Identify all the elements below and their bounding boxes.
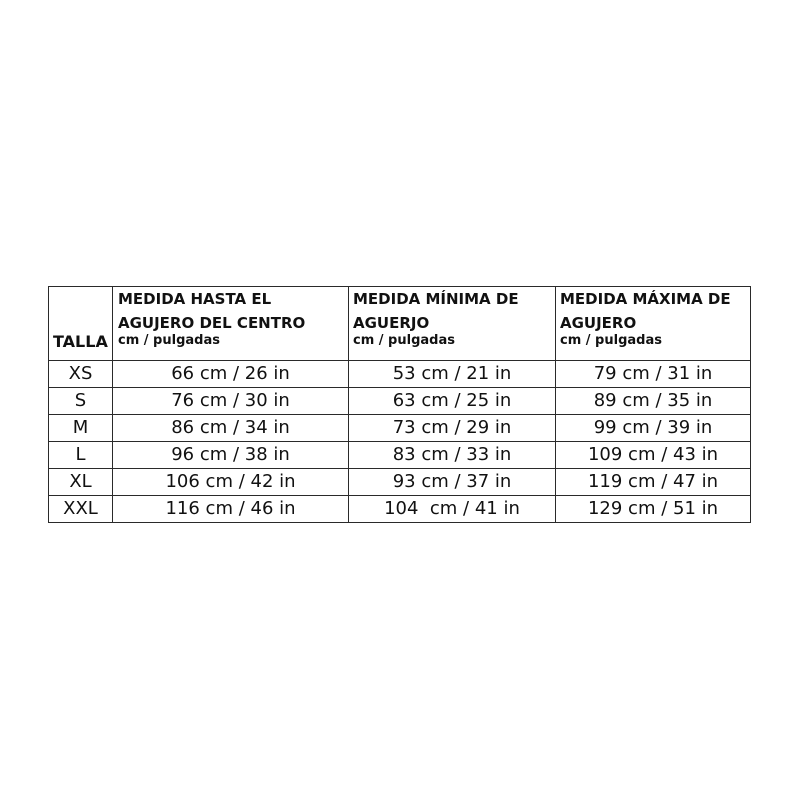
header-min-hole xyxy=(349,287,556,361)
center-hole-cell: 66 cm / 26 in xyxy=(113,361,349,388)
min-hole-cell: 83 cm / 33 in xyxy=(349,442,556,469)
size-cell: XS xyxy=(49,361,113,388)
max-hole-cell: 99 cm / 39 in xyxy=(556,415,751,442)
table-header xyxy=(49,287,751,361)
min-hole-cell: 73 cm / 29 in xyxy=(349,415,556,442)
size-cell: L xyxy=(49,442,113,469)
center-hole-cell: 96 cm / 38 in xyxy=(113,442,349,469)
header-center-hole-title: MEDIDA HASTA EL AGUJERO DEL CENTRO xyxy=(118,290,306,332)
size-cell: XL xyxy=(49,469,113,496)
max-hole-cell: 129 cm / 51 in xyxy=(556,496,751,523)
size-chart-table xyxy=(48,286,751,523)
header-max-hole-title: MEDIDA MÁXIMA DE AGUJERO xyxy=(560,290,731,332)
size-cell: XXL xyxy=(49,496,113,523)
header-min-hole-title: MEDIDA MÍNIMA DE AGUERJO xyxy=(353,290,519,332)
max-hole-cell: 79 cm / 31 in xyxy=(556,361,751,388)
table-row xyxy=(49,496,751,523)
table-body xyxy=(49,361,751,523)
min-hole-cell: 93 cm / 37 in xyxy=(349,469,556,496)
size-cell: S xyxy=(49,388,113,415)
min-hole-cell: 63 cm / 25 in xyxy=(349,388,556,415)
table-row xyxy=(49,361,751,388)
table-row xyxy=(49,415,751,442)
max-hole-cell: 109 cm / 43 in xyxy=(556,442,751,469)
center-hole-cell: 106 cm / 42 in xyxy=(113,469,349,496)
header-max-hole-unit: cm / pulgadas xyxy=(560,333,662,348)
size-cell: M xyxy=(49,415,113,442)
center-hole-cell: 76 cm / 30 in xyxy=(113,388,349,415)
header-row xyxy=(49,287,751,361)
min-hole-cell: 53 cm / 21 in xyxy=(349,361,556,388)
table-row xyxy=(49,442,751,469)
table-row xyxy=(49,469,751,496)
center-hole-cell: 116 cm / 46 in xyxy=(113,496,349,523)
header-talla xyxy=(49,287,113,361)
header-center-hole-unit: cm / pulgadas xyxy=(118,333,220,348)
min-hole-cell: 104 cm / 41 in xyxy=(349,496,556,523)
max-hole-cell: 119 cm / 47 in xyxy=(556,469,751,496)
header-max-hole xyxy=(556,287,751,361)
table-row xyxy=(49,388,751,415)
header-min-hole-unit: cm / pulgadas xyxy=(353,333,455,348)
header-center-hole xyxy=(113,287,349,361)
max-hole-cell: 89 cm / 35 in xyxy=(556,388,751,415)
header-talla-label: TALLA xyxy=(53,332,108,351)
center-hole-cell: 86 cm / 34 in xyxy=(113,415,349,442)
